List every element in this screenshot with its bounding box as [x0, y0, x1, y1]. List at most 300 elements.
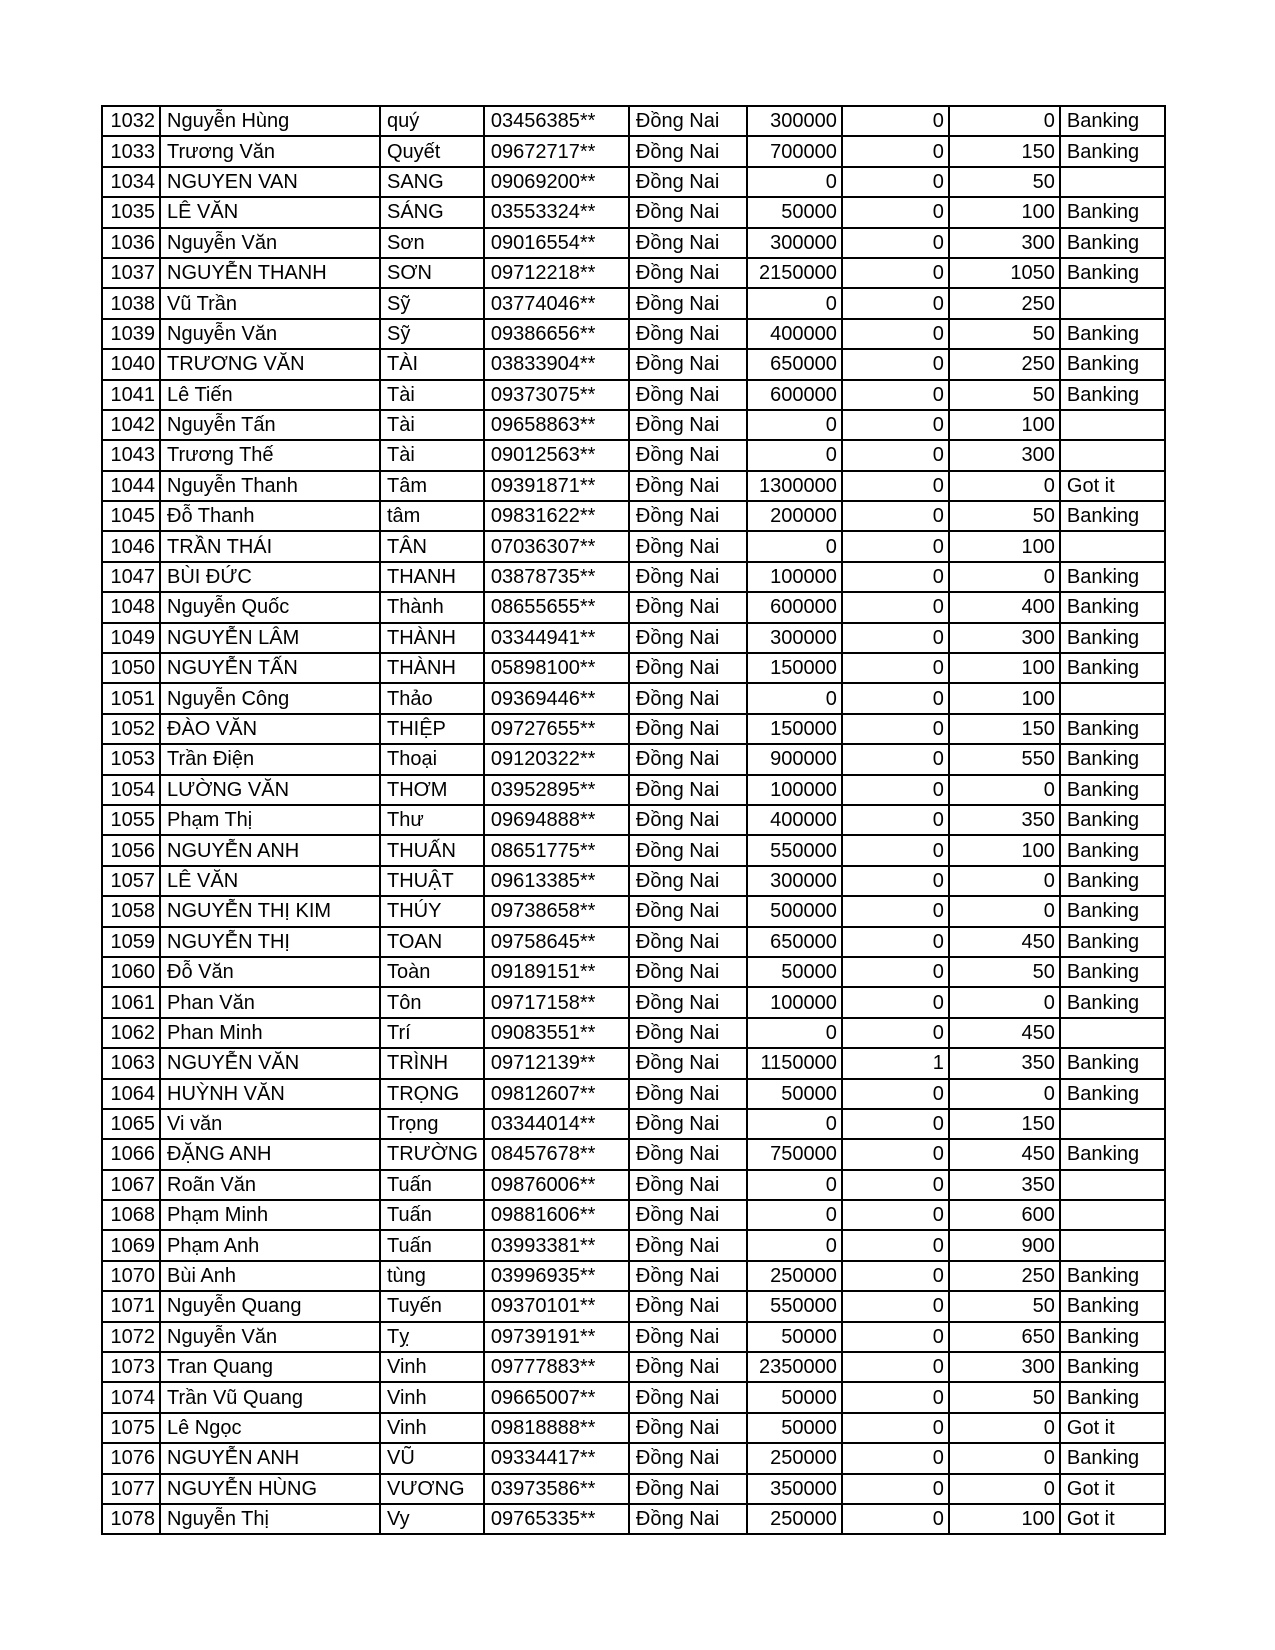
count-cell: 0	[842, 683, 949, 713]
last-name-cell: TOAN	[380, 927, 484, 957]
amount-cell: 300000	[747, 623, 842, 653]
points-cell: 0	[949, 775, 1060, 805]
status-cell: Banking	[1060, 1079, 1165, 1109]
row-id-cell: 1069	[102, 1230, 160, 1260]
points-cell: 300	[949, 1352, 1060, 1382]
last-name-cell: Thành	[380, 592, 484, 622]
last-name-cell: SANG	[380, 167, 484, 197]
count-cell: 0	[842, 623, 949, 653]
province-cell: Đồng Nai	[629, 440, 747, 470]
last-name-cell: Tuấn	[380, 1170, 484, 1200]
phone-cell: 09069200**	[484, 167, 629, 197]
phone-cell: 09712218**	[484, 258, 629, 288]
amount-cell: 100000	[747, 562, 842, 592]
phone-cell: 09373075**	[484, 380, 629, 410]
amount-cell: 500000	[747, 896, 842, 926]
row-id-cell: 1067	[102, 1170, 160, 1200]
province-cell: Đồng Nai	[629, 1200, 747, 1230]
count-cell: 0	[842, 1170, 949, 1200]
count-cell: 0	[842, 380, 949, 410]
count-cell: 0	[842, 987, 949, 1017]
points-cell: 0	[949, 1079, 1060, 1109]
province-cell: Đồng Nai	[629, 957, 747, 987]
amount-cell: 0	[747, 167, 842, 197]
amount-cell: 700000	[747, 136, 842, 166]
last-name-cell: TRƯỜNG	[380, 1139, 484, 1169]
table-row	[102, 1413, 1165, 1443]
points-cell: 250	[949, 1261, 1060, 1291]
points-cell: 100	[949, 197, 1060, 227]
row-id-cell: 1064	[102, 1079, 160, 1109]
row-id-cell: 1056	[102, 835, 160, 865]
row-id-cell: 1052	[102, 714, 160, 744]
amount-cell: 250000	[747, 1443, 842, 1473]
first-name-cell: NGUYỄN HÙNG	[160, 1474, 380, 1504]
phone-cell: 09881606**	[484, 1200, 629, 1230]
phone-cell: 09712139**	[484, 1048, 629, 1078]
last-name-cell: TRÌNH	[380, 1048, 484, 1078]
last-name-cell: Tôn	[380, 987, 484, 1017]
province-cell: Đồng Nai	[629, 623, 747, 653]
amount-cell: 550000	[747, 835, 842, 865]
table-row	[102, 1018, 1165, 1048]
count-cell: 0	[842, 1413, 949, 1443]
last-name-cell: VŨ	[380, 1443, 484, 1473]
row-id-cell: 1041	[102, 380, 160, 410]
points-cell: 300	[949, 228, 1060, 258]
table-row	[102, 1200, 1165, 1230]
amount-cell: 100000	[747, 987, 842, 1017]
status-cell: Banking	[1060, 653, 1165, 683]
first-name-cell: Nguyễn Công	[160, 683, 380, 713]
province-cell: Đồng Nai	[629, 927, 747, 957]
amount-cell: 550000	[747, 1291, 842, 1321]
amount-cell: 600000	[747, 380, 842, 410]
phone-cell: 09120322**	[484, 744, 629, 774]
status-cell: Banking	[1060, 1443, 1165, 1473]
points-cell: 0	[949, 866, 1060, 896]
table-row	[102, 440, 1165, 470]
amount-cell: 50000	[747, 1322, 842, 1352]
last-name-cell: Vy	[380, 1504, 484, 1534]
province-cell: Đồng Nai	[629, 319, 747, 349]
phone-cell: 09658863**	[484, 410, 629, 440]
count-cell: 0	[842, 1200, 949, 1230]
first-name-cell: NGUYỄN THỊ	[160, 927, 380, 957]
first-name-cell: LƯỜNG VĂN	[160, 775, 380, 805]
points-cell: 1050	[949, 258, 1060, 288]
last-name-cell: TÂN	[380, 531, 484, 561]
last-name-cell: VƯƠNG	[380, 1474, 484, 1504]
table-row	[102, 896, 1165, 926]
first-name-cell: Đỗ Văn	[160, 957, 380, 987]
first-name-cell: BÙI ĐỨC	[160, 562, 380, 592]
province-cell: Đồng Nai	[629, 1443, 747, 1473]
status-cell: Banking	[1060, 1382, 1165, 1412]
table-row	[102, 927, 1165, 957]
points-cell: 900	[949, 1230, 1060, 1260]
first-name-cell: Roãn Văn	[160, 1170, 380, 1200]
status-cell: Got it	[1060, 1413, 1165, 1443]
points-cell: 250	[949, 349, 1060, 379]
row-id-cell: 1073	[102, 1352, 160, 1382]
phone-cell: 03553324**	[484, 197, 629, 227]
row-id-cell: 1044	[102, 471, 160, 501]
phone-cell: 09370101**	[484, 1291, 629, 1321]
table-row	[102, 1139, 1165, 1169]
amount-cell: 0	[747, 683, 842, 713]
last-name-cell: tùng	[380, 1261, 484, 1291]
last-name-cell: Thảo	[380, 683, 484, 713]
phone-cell: 03456385**	[484, 106, 629, 136]
last-name-cell: THƠM	[380, 775, 484, 805]
row-id-cell: 1049	[102, 623, 160, 653]
points-cell: 0	[949, 1474, 1060, 1504]
last-name-cell: quý	[380, 106, 484, 136]
table-row	[102, 653, 1165, 683]
table-row	[102, 623, 1165, 653]
count-cell: 0	[842, 653, 949, 683]
province-cell: Đồng Nai	[629, 805, 747, 835]
amount-cell: 0	[747, 410, 842, 440]
province-cell: Đồng Nai	[629, 1048, 747, 1078]
amount-cell: 900000	[747, 744, 842, 774]
row-id-cell: 1033	[102, 136, 160, 166]
last-name-cell: Thư	[380, 805, 484, 835]
row-id-cell: 1072	[102, 1322, 160, 1352]
province-cell: Đồng Nai	[629, 1474, 747, 1504]
amount-cell: 2150000	[747, 258, 842, 288]
phone-cell: 03973586**	[484, 1474, 629, 1504]
status-cell	[1060, 1230, 1165, 1260]
status-cell: Banking	[1060, 987, 1165, 1017]
status-cell	[1060, 167, 1165, 197]
points-cell: 100	[949, 531, 1060, 561]
count-cell: 0	[842, 501, 949, 531]
status-cell: Banking	[1060, 957, 1165, 987]
status-cell: Banking	[1060, 562, 1165, 592]
count-cell: 0	[842, 1382, 949, 1412]
status-cell: Got it	[1060, 1474, 1165, 1504]
count-cell: 0	[842, 136, 949, 166]
first-name-cell: NGUYEN VAN	[160, 167, 380, 197]
points-cell: 0	[949, 896, 1060, 926]
table-row	[102, 136, 1165, 166]
count-cell: 0	[842, 835, 949, 865]
points-cell: 450	[949, 927, 1060, 957]
last-name-cell: Sơn	[380, 228, 484, 258]
count-cell: 0	[842, 805, 949, 835]
row-id-cell: 1063	[102, 1048, 160, 1078]
count-cell: 0	[842, 471, 949, 501]
last-name-cell: SƠN	[380, 258, 484, 288]
first-name-cell: NGUYỄN VĂN	[160, 1048, 380, 1078]
points-cell: 100	[949, 835, 1060, 865]
count-cell: 0	[842, 167, 949, 197]
phone-cell: 03774046**	[484, 288, 629, 318]
points-cell: 50	[949, 501, 1060, 531]
status-cell	[1060, 1200, 1165, 1230]
amount-cell: 150000	[747, 653, 842, 683]
last-name-cell: Tài	[380, 410, 484, 440]
province-cell: Đồng Nai	[629, 714, 747, 744]
last-name-cell: Sỹ	[380, 288, 484, 318]
points-cell: 650	[949, 1322, 1060, 1352]
last-name-cell: Trí	[380, 1018, 484, 1048]
first-name-cell: NGUYỄN TẤN	[160, 653, 380, 683]
status-cell: Banking	[1060, 1139, 1165, 1169]
row-id-cell: 1078	[102, 1504, 160, 1534]
row-id-cell: 1032	[102, 106, 160, 136]
points-cell: 300	[949, 440, 1060, 470]
first-name-cell: Phan Minh	[160, 1018, 380, 1048]
amount-cell: 1300000	[747, 471, 842, 501]
phone-cell: 09777883**	[484, 1352, 629, 1382]
points-cell: 100	[949, 683, 1060, 713]
last-name-cell: THUẤN	[380, 835, 484, 865]
province-cell: Đồng Nai	[629, 744, 747, 774]
last-name-cell: Vinh	[380, 1413, 484, 1443]
count-cell: 0	[842, 1018, 949, 1048]
province-cell: Đồng Nai	[629, 1352, 747, 1382]
table-row	[102, 957, 1165, 987]
row-id-cell: 1034	[102, 167, 160, 197]
phone-cell: 09739191**	[484, 1322, 629, 1352]
status-cell: Banking	[1060, 775, 1165, 805]
points-cell: 0	[949, 1443, 1060, 1473]
points-cell: 50	[949, 1382, 1060, 1412]
points-cell: 50	[949, 1291, 1060, 1321]
province-cell: Đồng Nai	[629, 683, 747, 713]
province-cell: Đồng Nai	[629, 1413, 747, 1443]
count-cell: 0	[842, 1230, 949, 1260]
first-name-cell: Nguyễn Thanh	[160, 471, 380, 501]
points-cell: 550	[949, 744, 1060, 774]
phone-cell: 09334417**	[484, 1443, 629, 1473]
phone-cell: 09694888**	[484, 805, 629, 835]
status-cell	[1060, 1170, 1165, 1200]
phone-cell: 09189151**	[484, 957, 629, 987]
row-id-cell: 1077	[102, 1474, 160, 1504]
phone-cell: 09391871**	[484, 471, 629, 501]
amount-cell: 0	[747, 1018, 842, 1048]
province-cell: Đồng Nai	[629, 1109, 747, 1139]
count-cell: 0	[842, 714, 949, 744]
amount-cell: 50000	[747, 197, 842, 227]
table-row	[102, 744, 1165, 774]
table-row	[102, 1443, 1165, 1473]
status-cell: Banking	[1060, 1352, 1165, 1382]
status-cell: Banking	[1060, 1048, 1165, 1078]
phone-cell: 03878735**	[484, 562, 629, 592]
table-row	[102, 106, 1165, 136]
count-cell: 0	[842, 896, 949, 926]
last-name-cell: Quyết	[380, 136, 484, 166]
table-row	[102, 1382, 1165, 1412]
points-cell: 150	[949, 1109, 1060, 1139]
status-cell: Banking	[1060, 501, 1165, 531]
amount-cell: 1150000	[747, 1048, 842, 1078]
status-cell: Banking	[1060, 896, 1165, 926]
province-cell: Đồng Nai	[629, 1504, 747, 1534]
phone-cell: 08655655**	[484, 592, 629, 622]
row-id-cell: 1075	[102, 1413, 160, 1443]
table-row	[102, 592, 1165, 622]
status-cell: Banking	[1060, 349, 1165, 379]
status-cell	[1060, 531, 1165, 561]
count-cell: 0	[842, 349, 949, 379]
points-cell: 0	[949, 987, 1060, 1017]
province-cell: Đồng Nai	[629, 471, 747, 501]
row-id-cell: 1074	[102, 1382, 160, 1412]
row-id-cell: 1038	[102, 288, 160, 318]
table-row	[102, 288, 1165, 318]
phone-cell: 09831622**	[484, 501, 629, 531]
amount-cell: 0	[747, 1170, 842, 1200]
count-cell: 0	[842, 1322, 949, 1352]
first-name-cell: Nguyễn Văn	[160, 319, 380, 349]
province-cell: Đồng Nai	[629, 1018, 747, 1048]
province-cell: Đồng Nai	[629, 1261, 747, 1291]
row-id-cell: 1070	[102, 1261, 160, 1291]
phone-cell: 09083551**	[484, 1018, 629, 1048]
points-cell: 350	[949, 805, 1060, 835]
phone-cell: 09812607**	[484, 1079, 629, 1109]
row-id-cell: 1040	[102, 349, 160, 379]
province-cell: Đồng Nai	[629, 1139, 747, 1169]
row-id-cell: 1042	[102, 410, 160, 440]
last-name-cell: Tuấn	[380, 1200, 484, 1230]
last-name-cell: Trọng	[380, 1109, 484, 1139]
phone-cell: 09665007**	[484, 1382, 629, 1412]
row-id-cell: 1066	[102, 1139, 160, 1169]
table-row	[102, 319, 1165, 349]
amount-cell: 150000	[747, 714, 842, 744]
last-name-cell: Tài	[380, 440, 484, 470]
first-name-cell: Nguyễn Quang	[160, 1291, 380, 1321]
amount-cell: 300000	[747, 106, 842, 136]
phone-cell: 09765335**	[484, 1504, 629, 1534]
table-row	[102, 1474, 1165, 1504]
row-id-cell: 1068	[102, 1200, 160, 1230]
points-cell: 600	[949, 1200, 1060, 1230]
phone-cell: 09613385**	[484, 866, 629, 896]
amount-cell: 0	[747, 1109, 842, 1139]
table-row	[102, 1170, 1165, 1200]
first-name-cell: Trương Thế	[160, 440, 380, 470]
table-row	[102, 1291, 1165, 1321]
first-name-cell: Trần Điện	[160, 744, 380, 774]
first-name-cell: NGUYỄN ANH	[160, 1443, 380, 1473]
first-name-cell: Trương Văn	[160, 136, 380, 166]
count-cell: 0	[842, 775, 949, 805]
phone-cell: 08457678**	[484, 1139, 629, 1169]
table-row	[102, 1109, 1165, 1139]
first-name-cell: Đỗ Thanh	[160, 501, 380, 531]
table-row	[102, 835, 1165, 865]
amount-cell: 0	[747, 440, 842, 470]
province-cell: Đồng Nai	[629, 228, 747, 258]
amount-cell: 50000	[747, 1079, 842, 1109]
row-id-cell: 1048	[102, 592, 160, 622]
points-cell: 0	[949, 1413, 1060, 1443]
first-name-cell: Vi văn	[160, 1109, 380, 1139]
table-row	[102, 1079, 1165, 1109]
last-name-cell: THÚY	[380, 896, 484, 926]
status-cell	[1060, 410, 1165, 440]
last-name-cell: THANH	[380, 562, 484, 592]
count-cell: 0	[842, 1261, 949, 1291]
amount-cell: 2350000	[747, 1352, 842, 1382]
province-cell: Đồng Nai	[629, 775, 747, 805]
status-cell: Got it	[1060, 1504, 1165, 1534]
last-name-cell: Tài	[380, 380, 484, 410]
row-id-cell: 1036	[102, 228, 160, 258]
status-cell: Banking	[1060, 592, 1165, 622]
row-id-cell: 1057	[102, 866, 160, 896]
last-name-cell: tâm	[380, 501, 484, 531]
count-cell: 0	[842, 1352, 949, 1382]
table-row	[102, 380, 1165, 410]
table-row	[102, 197, 1165, 227]
first-name-cell: Lê Tiến	[160, 380, 380, 410]
status-cell: Banking	[1060, 197, 1165, 227]
table-row	[102, 805, 1165, 835]
first-name-cell: ĐÀO VĂN	[160, 714, 380, 744]
amount-cell: 250000	[747, 1261, 842, 1291]
table-row	[102, 471, 1165, 501]
count-cell: 0	[842, 440, 949, 470]
row-id-cell: 1059	[102, 927, 160, 957]
points-cell: 450	[949, 1139, 1060, 1169]
phone-cell: 03344014**	[484, 1109, 629, 1139]
phone-cell: 09672717**	[484, 136, 629, 166]
province-cell: Đồng Nai	[629, 1322, 747, 1352]
table-row	[102, 683, 1165, 713]
first-name-cell: Vũ Trần	[160, 288, 380, 318]
last-name-cell: Tâm	[380, 471, 484, 501]
table-row	[102, 1322, 1165, 1352]
points-cell: 100	[949, 410, 1060, 440]
status-cell: Banking	[1060, 714, 1165, 744]
amount-cell: 400000	[747, 319, 842, 349]
table-row	[102, 1261, 1165, 1291]
first-name-cell: Phạm Anh	[160, 1230, 380, 1260]
member-list-table	[101, 105, 1166, 1535]
phone-cell: 09727655**	[484, 714, 629, 744]
province-cell: Đồng Nai	[629, 592, 747, 622]
status-cell: Banking	[1060, 927, 1165, 957]
phone-cell: 09818888**	[484, 1413, 629, 1443]
province-cell: Đồng Nai	[629, 1230, 747, 1260]
first-name-cell: TRẦN THÁI	[160, 531, 380, 561]
province-cell: Đồng Nai	[629, 349, 747, 379]
phone-cell: 07036307**	[484, 531, 629, 561]
table-body	[102, 106, 1165, 1534]
last-name-cell: THIỆP	[380, 714, 484, 744]
points-cell: 350	[949, 1048, 1060, 1078]
phone-cell: 03344941**	[484, 623, 629, 653]
points-cell: 150	[949, 136, 1060, 166]
amount-cell: 400000	[747, 805, 842, 835]
table-row	[102, 775, 1165, 805]
table-row	[102, 167, 1165, 197]
status-cell: Banking	[1060, 1291, 1165, 1321]
province-cell: Đồng Nai	[629, 896, 747, 926]
points-cell: 50	[949, 167, 1060, 197]
status-cell: Banking	[1060, 319, 1165, 349]
points-cell: 400	[949, 592, 1060, 622]
